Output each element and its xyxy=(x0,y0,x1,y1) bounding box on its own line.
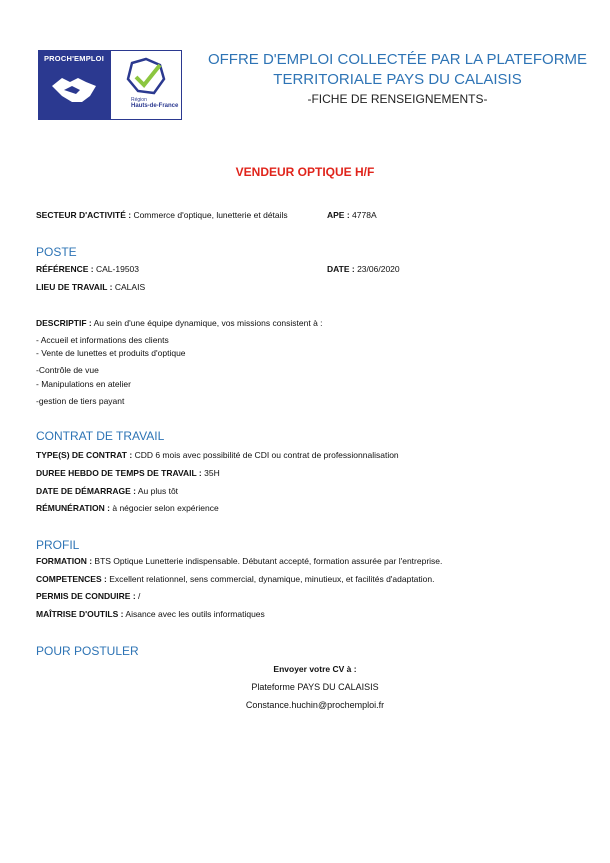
secteur-label: SECTEUR D'ACTIVITÉ : xyxy=(36,210,132,220)
demarrage-value: Au plus tôt xyxy=(137,486,179,496)
contrat-type-line xyxy=(36,450,399,460)
remuneration-label: RÉMUNÉRATION : xyxy=(36,503,110,513)
header-title-line1: OFFRE D'EMPLOI COLLECTÉE PAR LA PLATEFORME xyxy=(207,51,588,68)
lieu-label: LIEU DE TRAVAIL : xyxy=(36,282,113,292)
contrat-type-label: TYPE(S) DE CONTRAT : xyxy=(36,450,133,460)
outils-line xyxy=(36,609,265,619)
date-label: DATE : xyxy=(327,264,355,274)
remuneration-line xyxy=(36,503,219,513)
formation-line xyxy=(36,556,442,566)
lieu-value: CALAIS xyxy=(114,282,146,292)
mission-item: - Manipulations en atelier xyxy=(36,379,131,389)
outils-value: Aisance avec les outils informatiques xyxy=(125,609,265,619)
reference-label: RÉFÉRENCE : xyxy=(36,264,94,274)
descriptif-label: DESCRIPTIF : xyxy=(36,318,92,328)
competences-line xyxy=(36,574,434,584)
remuneration-value: à négocier selon expérience xyxy=(112,503,219,513)
reference-line xyxy=(36,264,139,274)
ape-line xyxy=(327,210,377,220)
demarrage-line xyxy=(36,486,178,496)
duree-value: 35H xyxy=(204,468,220,478)
contrat-type-value: CDD 6 mois avec possibilité de CDI ou contrat de professionnalisation xyxy=(134,450,399,460)
reference-value: CAL-19503 xyxy=(96,264,140,274)
duree-line xyxy=(36,468,220,478)
competences-label: COMPETENCES : xyxy=(36,574,107,584)
postuler-instruction: Envoyer votre CV à : xyxy=(273,664,357,674)
descriptif-value: Au sein d'une équipe dynamique, vos missions consistent à : xyxy=(93,318,323,328)
lieu-line xyxy=(36,282,145,292)
formation-label: FORMATION : xyxy=(36,556,93,566)
region-name-text: Hauts-de-France xyxy=(131,103,179,109)
mission-item: - Accueil et informations des clients xyxy=(36,335,169,345)
ape-value: 4778A xyxy=(352,210,377,220)
section-poste-heading: POSTE xyxy=(36,245,77,259)
section-profil-heading: PROFIL xyxy=(36,538,80,552)
postuler-platform: Plateforme PAYS DU CALAISIS xyxy=(251,682,379,692)
ape-label: APE : xyxy=(327,210,350,220)
date-line xyxy=(327,264,400,274)
competences-value: Excellent relationnel, sens commercial, dynamique, minutieux, et facilités d'adaptation. xyxy=(109,574,435,584)
permis-label: PERMIS DE CONDUIRE : xyxy=(36,591,136,601)
postuler-email-link[interactable]: Constance.huchin@prochemploi.fr xyxy=(245,700,385,710)
region-map-icon xyxy=(124,57,170,97)
logo-brand-panel xyxy=(38,50,110,120)
secteur-line xyxy=(36,210,288,220)
proch-emploi-logo xyxy=(38,50,182,120)
descriptif-line xyxy=(36,318,323,328)
job-title: VENDEUR OPTIQUE H/F xyxy=(235,165,375,179)
header-title-line2: TERRITORIALE PAYS DU CALAISIS xyxy=(273,71,522,88)
logo-brand-text: PROCH'EMPLOI xyxy=(43,54,105,63)
header-subtitle: -FICHE DE RENSEIGNEMENTS- xyxy=(307,92,488,106)
mission-item: -Contrôle de vue xyxy=(36,365,99,375)
section-postuler-heading: POUR POSTULER xyxy=(36,644,139,658)
demarrage-label: DATE DE DÉMARRAGE : xyxy=(36,486,136,496)
permis-line xyxy=(36,591,140,601)
secteur-value: Commerce d'optique, lunetterie et détails xyxy=(133,210,288,220)
permis-value: / xyxy=(138,591,141,601)
section-contrat-heading: CONTRAT DE TRAVAIL xyxy=(36,429,165,443)
document-header xyxy=(195,50,600,106)
mission-item: -gestion de tiers payant xyxy=(36,396,125,406)
duree-label: DUREE HEBDO DE TEMPS DE TRAVAIL : xyxy=(36,468,202,478)
mission-item: - Vente de lunettes et produits d'optique xyxy=(36,348,186,358)
handshake-icon xyxy=(50,72,98,106)
formation-value: BTS Optique Lunetterie indispensable. Débutant accepté, formation assurée par l'entreprise. xyxy=(94,556,443,566)
date-value: 23/06/2020 xyxy=(357,264,400,274)
region-small-text: Région xyxy=(131,97,147,103)
region-label xyxy=(131,97,178,109)
outils-label: MAÎTRISE D'OUTILS : xyxy=(36,609,124,619)
region-logo-panel xyxy=(110,50,182,120)
